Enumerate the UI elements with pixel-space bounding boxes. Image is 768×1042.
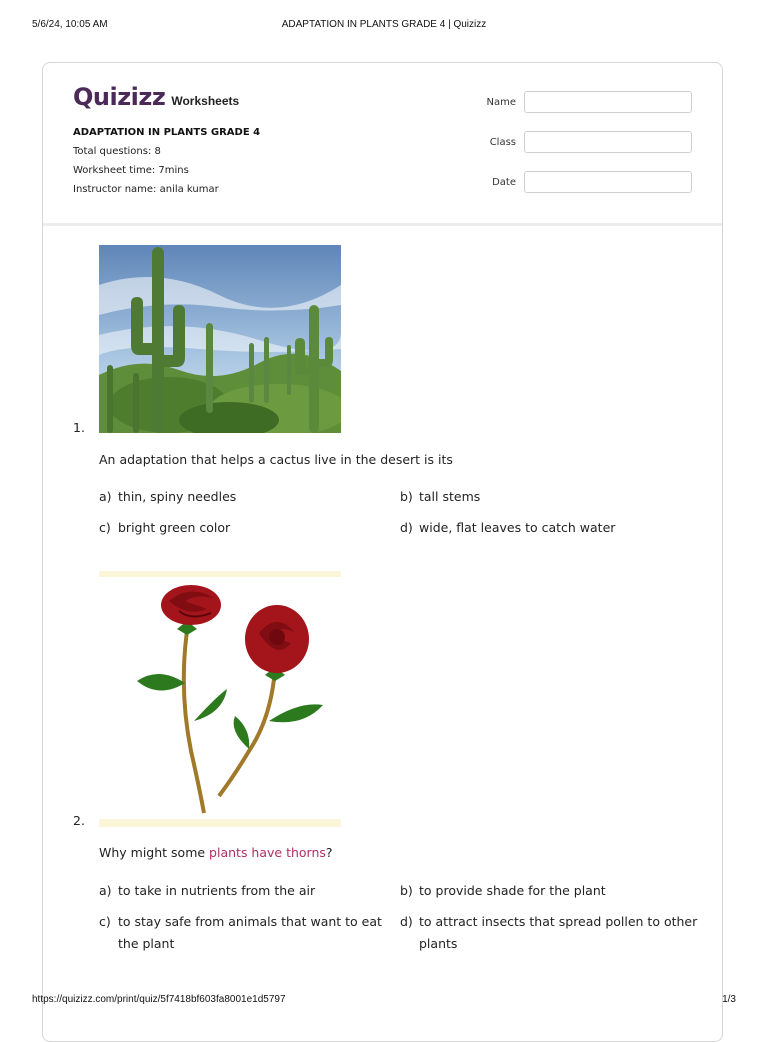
total-questions: Total questions: 8	[73, 146, 161, 157]
print-datetime: 5/6/24, 10:05 AM	[32, 19, 108, 30]
question-2-option-c	[99, 911, 395, 955]
print-url: https://quizizz.com/print/quiz/5f7418bf603fa8001e1d5797	[32, 994, 286, 1005]
question-1-number: 1.	[73, 420, 85, 435]
page-indicator: 1/3	[722, 994, 736, 1005]
option-text: thin, spiny needles	[118, 489, 237, 504]
roses-image	[99, 571, 341, 832]
cactus-desert-image	[99, 245, 341, 438]
question-1-option-a	[99, 486, 389, 508]
question-2-text-before: Why might some	[99, 845, 210, 860]
question-1-option-b	[400, 486, 700, 508]
option-letter: c)	[99, 520, 111, 535]
class-input[interactable]	[524, 131, 692, 153]
option-text: to provide shade for the plant	[419, 883, 606, 898]
option-letter: a)	[99, 883, 112, 898]
logo-wordmark: Quizizz	[73, 83, 166, 111]
date-label: Date	[492, 176, 516, 188]
class-field-row	[456, 131, 692, 153]
date-field-row	[456, 171, 692, 193]
print-page-title: ADAPTATION IN PLANTS GRADE 4 | Quizizz	[281, 19, 487, 30]
worksheet-header	[43, 63, 722, 226]
logo-subtitle: Worksheets	[171, 94, 240, 108]
question-2-option-d	[400, 911, 700, 955]
name-label: Name	[486, 96, 516, 108]
worksheet-time: Worksheet time: 7mins	[73, 165, 189, 176]
option-text: to stay safe from animals that want to eat the plant	[118, 914, 382, 951]
option-text: bright green color	[118, 520, 231, 535]
question-1-option-d	[400, 517, 700, 539]
name-field-row	[456, 91, 692, 113]
question-2-number: 2.	[73, 813, 85, 828]
date-input[interactable]	[524, 171, 692, 193]
question-2-text-after: ?	[325, 845, 333, 860]
question-1-text: An adaptation that helps a cactus live in the desert is its	[99, 452, 453, 467]
question-1-option-c	[99, 517, 389, 539]
worksheet	[42, 62, 723, 1042]
instructor-name: Instructor name: anila kumar	[73, 184, 219, 195]
option-letter: b)	[400, 489, 413, 504]
question-2-text	[99, 845, 333, 860]
question-2-highlight: plants have thorns	[209, 845, 326, 860]
option-text: to take in nutrients from the air	[118, 883, 316, 898]
question-2-option-b	[400, 880, 700, 902]
option-letter: a)	[99, 489, 112, 504]
option-letter: d)	[400, 520, 413, 535]
class-label: Class	[489, 136, 516, 148]
quiz-title: ADAPTATION IN PLANTS GRADE 4	[73, 127, 261, 138]
option-letter: c)	[99, 914, 111, 929]
option-letter: b)	[400, 883, 413, 898]
name-input[interactable]	[524, 91, 692, 113]
option-text: wide, flat leaves to catch water	[419, 520, 616, 535]
option-text: to attract insects that spread pollen to other plants	[419, 914, 698, 951]
question-2-option-a	[99, 880, 395, 902]
option-letter: d)	[400, 914, 413, 929]
quizizz-logo	[73, 83, 239, 111]
option-text: tall stems	[419, 489, 481, 504]
